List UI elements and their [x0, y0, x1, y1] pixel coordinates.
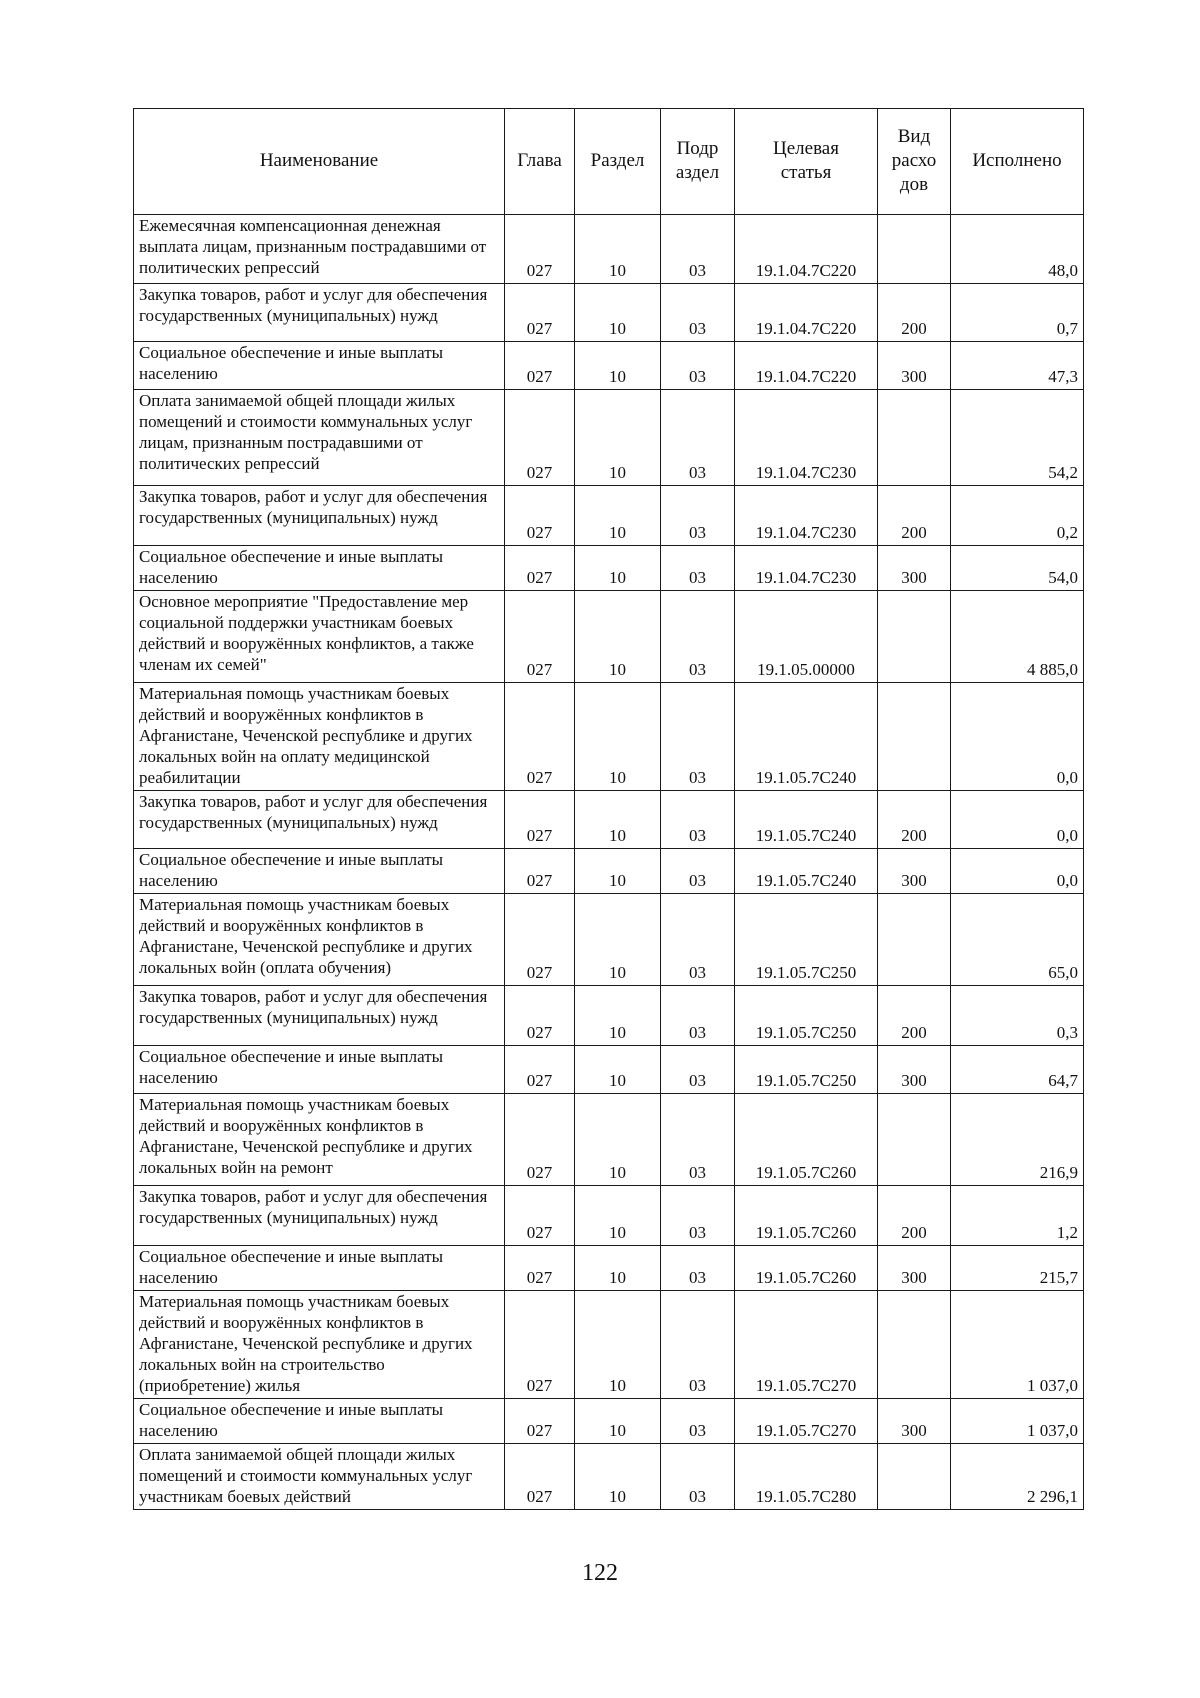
cell-expense-type: 300	[878, 342, 951, 390]
table-body	[134, 215, 1084, 1510]
table-row	[134, 986, 1084, 1046]
cell-expense-type: 200	[878, 791, 951, 849]
cell-name: Оплата занимаемой общей площади жилых помещений и стоимости коммунальных услуг лицам, признанным пострадавшими от политических репрессий	[134, 390, 505, 486]
table-row	[134, 1186, 1084, 1246]
cell-expense-type	[878, 683, 951, 791]
cell-section: 10	[575, 894, 661, 986]
cell-executed: 0,3	[951, 986, 1084, 1046]
table-row	[134, 683, 1084, 791]
cell-subsection: 03	[661, 342, 735, 390]
cell-chapter: 027	[505, 791, 575, 849]
cell-name: Социальное обеспечение и иные выплаты населению	[134, 546, 505, 591]
cell-name: Ежемесячная компенсационная денежная выплата лицам, признанным пострадавшими от политических репрессий	[134, 215, 505, 284]
cell-expense-type	[878, 1444, 951, 1510]
cell-expense-type: 200	[878, 486, 951, 546]
cell-target-article: 19.1.04.7С230	[735, 546, 878, 591]
cell-subsection: 03	[661, 1399, 735, 1444]
cell-section: 10	[575, 486, 661, 546]
cell-name: Социальное обеспечение и иные выплаты населению	[134, 1246, 505, 1291]
cell-executed: 54,0	[951, 546, 1084, 591]
cell-chapter: 027	[505, 486, 575, 546]
cell-target-article: 19.1.05.7С270	[735, 1399, 878, 1444]
cell-expense-type	[878, 215, 951, 284]
cell-chapter: 027	[505, 1399, 575, 1444]
cell-subsection: 03	[661, 215, 735, 284]
cell-target-article: 19.1.04.7С230	[735, 486, 878, 546]
cell-name: Материальная помощь участникам боевых действий и вооружённых конфликтов в Афганистане, Чеченской республике и других локальных войн (оплата обучения)	[134, 894, 505, 986]
cell-chapter: 027	[505, 683, 575, 791]
cell-expense-type: 200	[878, 1186, 951, 1246]
cell-subsection: 03	[661, 546, 735, 591]
table-row	[134, 1094, 1084, 1186]
table-row	[134, 215, 1084, 284]
cell-subsection: 03	[661, 1094, 735, 1186]
cell-executed: 2 296,1	[951, 1444, 1084, 1510]
table-header-row	[134, 109, 1084, 215]
cell-name: Закупка товаров, работ и услуг для обеспечения государственных (муниципальных) нужд	[134, 486, 505, 546]
cell-subsection: 03	[661, 284, 735, 342]
cell-target-article: 19.1.05.7С240	[735, 791, 878, 849]
cell-subsection: 03	[661, 1046, 735, 1094]
cell-name: Оплата занимаемой общей площади жилых помещений и стоимости коммунальных услуг участникам боевых действий	[134, 1444, 505, 1510]
cell-chapter: 027	[505, 894, 575, 986]
cell-target-article: 19.1.05.7С250	[735, 986, 878, 1046]
cell-executed: 54,2	[951, 390, 1084, 486]
cell-expense-type	[878, 390, 951, 486]
cell-chapter: 027	[505, 1246, 575, 1291]
cell-executed: 1 037,0	[951, 1399, 1084, 1444]
cell-subsection: 03	[661, 1291, 735, 1399]
cell-name: Социальное обеспечение и иные выплаты населению	[134, 849, 505, 894]
page-number: 122	[582, 1560, 618, 1586]
cell-target-article: 19.1.05.7С240	[735, 683, 878, 791]
cell-target-article: 19.1.04.7С220	[735, 284, 878, 342]
cell-name: Закупка товаров, работ и услуг для обеспечения государственных (муниципальных) нужд	[134, 791, 505, 849]
cell-subsection: 03	[661, 591, 735, 683]
cell-name: Материальная помощь участникам боевых действий и вооружённых конфликтов в Афганистане, Чеченской республике и других локальных войн на строительство (приобретение) жилья	[134, 1291, 505, 1399]
cell-section: 10	[575, 683, 661, 791]
cell-subsection: 03	[661, 1246, 735, 1291]
table-row	[134, 1444, 1084, 1510]
cell-chapter: 027	[505, 284, 575, 342]
cell-subsection: 03	[661, 1444, 735, 1510]
cell-section: 10	[575, 1094, 661, 1186]
cell-name: Социальное обеспечение и иные выплаты населению	[134, 342, 505, 390]
cell-section: 10	[575, 215, 661, 284]
cell-expense-type: 200	[878, 284, 951, 342]
cell-subsection: 03	[661, 683, 735, 791]
cell-subsection: 03	[661, 894, 735, 986]
header-expense-type: Вид расхо дов	[878, 109, 951, 215]
cell-expense-type: 300	[878, 546, 951, 591]
cell-section: 10	[575, 1444, 661, 1510]
cell-expense-type	[878, 894, 951, 986]
cell-expense-type: 300	[878, 1046, 951, 1094]
cell-target-article: 19.1.04.7С220	[735, 342, 878, 390]
cell-subsection: 03	[661, 486, 735, 546]
cell-expense-type: 300	[878, 1246, 951, 1291]
cell-target-article: 19.1.05.7С260	[735, 1246, 878, 1291]
cell-chapter: 027	[505, 1046, 575, 1094]
cell-section: 10	[575, 791, 661, 849]
cell-expense-type: 300	[878, 1399, 951, 1444]
cell-expense-type	[878, 591, 951, 683]
cell-chapter: 027	[505, 1094, 575, 1186]
cell-chapter: 027	[505, 390, 575, 486]
cell-chapter: 027	[505, 986, 575, 1046]
cell-executed: 0,0	[951, 849, 1084, 894]
table-row	[134, 1046, 1084, 1094]
cell-name: Материальная помощь участникам боевых действий и вооружённых конфликтов в Афганистане, Чеченской республике и других локальных войн на ремонт	[134, 1094, 505, 1186]
cell-name: Социальное обеспечение и иные выплаты населению	[134, 1399, 505, 1444]
table-row	[134, 390, 1084, 486]
cell-executed: 0,7	[951, 284, 1084, 342]
table-row	[134, 791, 1084, 849]
table-row	[134, 1399, 1084, 1444]
cell-subsection: 03	[661, 849, 735, 894]
cell-section: 10	[575, 1291, 661, 1399]
table-row	[134, 849, 1084, 894]
table-row	[134, 342, 1084, 390]
cell-name: Закупка товаров, работ и услуг для обеспечения государственных (муниципальных) нужд	[134, 1186, 505, 1246]
cell-expense-type: 300	[878, 849, 951, 894]
cell-target-article: 19.1.04.7С230	[735, 390, 878, 486]
cell-target-article: 19.1.05.7С260	[735, 1094, 878, 1186]
cell-executed: 4 885,0	[951, 591, 1084, 683]
cell-chapter: 027	[505, 1444, 575, 1510]
cell-name: Материальная помощь участникам боевых действий и вооружённых конфликтов в Афганистане, Чеченской республике и других локальных войн на оплату медицинской реабилитации	[134, 683, 505, 791]
cell-name: Социальное обеспечение и иные выплаты населению	[134, 1046, 505, 1094]
cell-target-article: 19.1.05.7С250	[735, 1046, 878, 1094]
cell-subsection: 03	[661, 390, 735, 486]
cell-section: 10	[575, 1246, 661, 1291]
cell-target-article: 19.1.05.00000	[735, 591, 878, 683]
header-executed: Исполнено	[951, 109, 1084, 215]
table-row	[134, 284, 1084, 342]
header-section: Раздел	[575, 109, 661, 215]
header-name: Наименование	[134, 109, 505, 215]
cell-name: Основное мероприятие "Предоставление мер социальной поддержки участникам боевых действий и вооружённых конфликтов, а также членам их семей"	[134, 591, 505, 683]
cell-chapter: 027	[505, 849, 575, 894]
table-row	[134, 894, 1084, 986]
cell-executed: 0,2	[951, 486, 1084, 546]
cell-executed: 65,0	[951, 894, 1084, 986]
cell-section: 10	[575, 546, 661, 591]
cell-executed: 1,2	[951, 1186, 1084, 1246]
cell-section: 10	[575, 986, 661, 1046]
table-row	[134, 1291, 1084, 1399]
cell-executed: 215,7	[951, 1246, 1084, 1291]
cell-target-article: 19.1.05.7С260	[735, 1186, 878, 1246]
cell-section: 10	[575, 849, 661, 894]
cell-subsection: 03	[661, 986, 735, 1046]
cell-section: 10	[575, 1046, 661, 1094]
cell-section: 10	[575, 342, 661, 390]
header-chapter: Глава	[505, 109, 575, 215]
budget-table	[133, 108, 1084, 1510]
cell-target-article: 19.1.05.7С240	[735, 849, 878, 894]
cell-expense-type: 200	[878, 986, 951, 1046]
cell-name: Закупка товаров, работ и услуг для обеспечения государственных (муниципальных) нужд	[134, 284, 505, 342]
cell-executed: 216,9	[951, 1094, 1084, 1186]
cell-executed: 0,0	[951, 683, 1084, 791]
cell-section: 10	[575, 1399, 661, 1444]
cell-chapter: 027	[505, 342, 575, 390]
cell-section: 10	[575, 390, 661, 486]
cell-target-article: 19.1.05.7С250	[735, 894, 878, 986]
table-row	[134, 486, 1084, 546]
cell-expense-type	[878, 1094, 951, 1186]
cell-executed: 48,0	[951, 215, 1084, 284]
cell-executed: 0,0	[951, 791, 1084, 849]
cell-section: 10	[575, 284, 661, 342]
header-target-article: Целевая статья	[735, 109, 878, 215]
cell-subsection: 03	[661, 1186, 735, 1246]
cell-target-article: 19.1.05.7С270	[735, 1291, 878, 1399]
cell-executed: 47,3	[951, 342, 1084, 390]
cell-section: 10	[575, 591, 661, 683]
cell-executed: 64,7	[951, 1046, 1084, 1094]
cell-section: 10	[575, 1186, 661, 1246]
cell-target-article: 19.1.05.7С280	[735, 1444, 878, 1510]
table-row	[134, 591, 1084, 683]
table-row	[134, 546, 1084, 591]
cell-chapter: 027	[505, 215, 575, 284]
cell-name: Закупка товаров, работ и услуг для обеспечения государственных (муниципальных) нужд	[134, 986, 505, 1046]
cell-chapter: 027	[505, 1291, 575, 1399]
cell-target-article: 19.1.04.7С220	[735, 215, 878, 284]
table-row	[134, 1246, 1084, 1291]
header-subsection: Подр аздел	[661, 109, 735, 215]
cell-subsection: 03	[661, 791, 735, 849]
cell-expense-type	[878, 1291, 951, 1399]
cell-chapter: 027	[505, 546, 575, 591]
cell-chapter: 027	[505, 1186, 575, 1246]
cell-chapter: 027	[505, 591, 575, 683]
cell-executed: 1 037,0	[951, 1291, 1084, 1399]
